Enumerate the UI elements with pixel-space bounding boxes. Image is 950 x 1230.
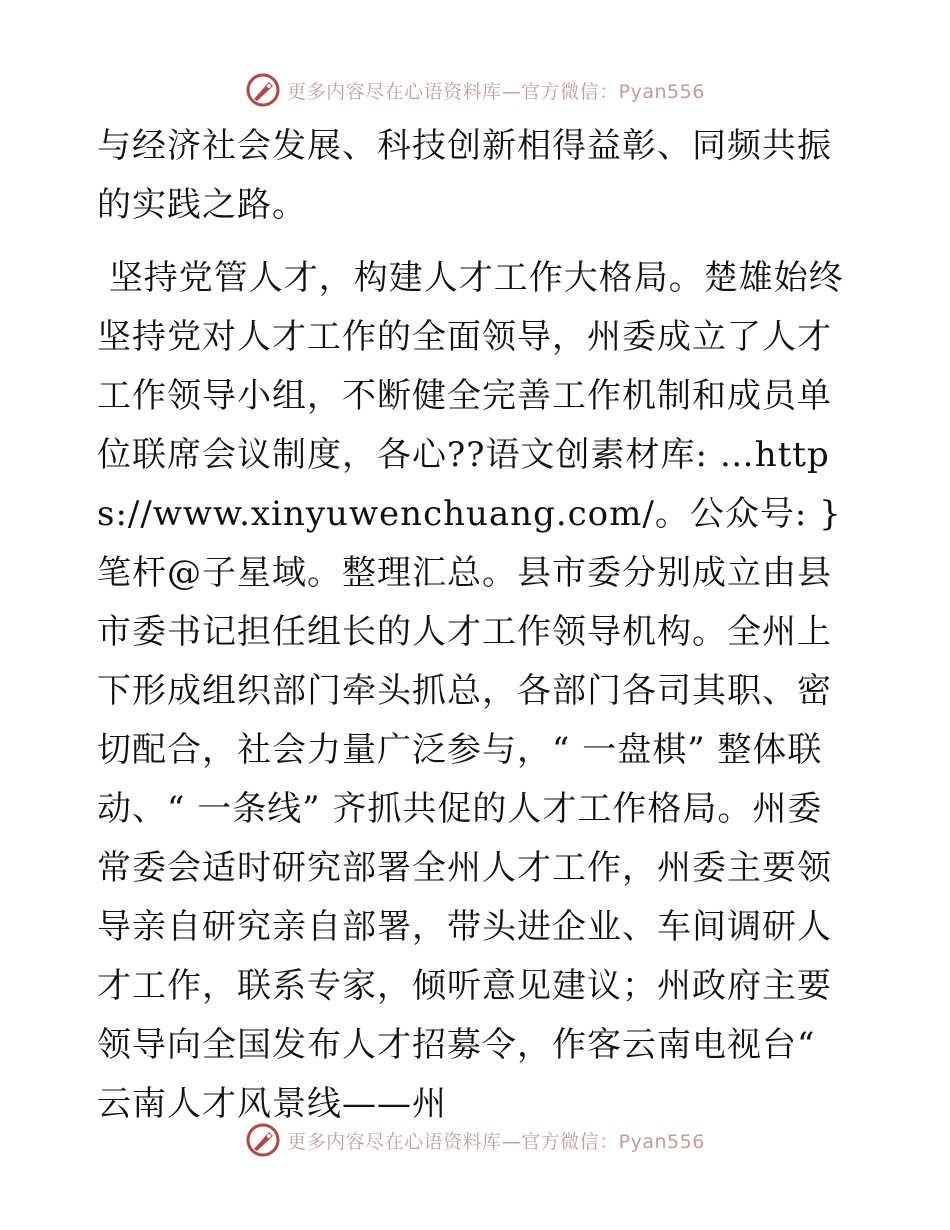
watermark-text: 更多内容尽在心语资料库—官方微信：Pyan556 [287,80,705,103]
paragraph: 与经济社会发展、科技创新相得益彰、同频共振的实践之路。 [97,126,832,225]
watermark-text: 更多内容尽在心语资料库—官方微信：Pyan556 [287,1130,705,1153]
pen-nib-circle-icon [245,72,281,108]
document-body [97,117,857,1134]
footer-watermark [0,1120,950,1160]
paragraph: 坚持党管人才，构建人才工作大格局。楚雄始终坚持党对人才工作的全面领导，州委成立了人才工作领导小组，不断健全完善工作机制和成员单位联席会议制度，各心??语文创素材库: …https://www.xinyuwenchuang.com/。公众号: }笔杆@子星域。整理汇总。县市委分别成立由县市委书记担任组长的人才工作领导机构。全州上下形成组织部门牵头抓总，各部门各司其职、密切配合，社会力量广泛参与，“ 一盘棋” 整体联动、“ 一条线” 齐抓共促的人才工作格局。州委常委会适时研究部署全州人才工作，州委主要领导亲自研究亲自部署，带头进企业、车间调研人才工作，联系专家，倾听意见建议；州政府主要领导向全国发布人才招募令，作客云南电视台“ 云南人才风景线——州 [97,258,844,1124]
header-watermark [0,70,950,110]
pen-nib-circle-icon [245,1122,281,1158]
